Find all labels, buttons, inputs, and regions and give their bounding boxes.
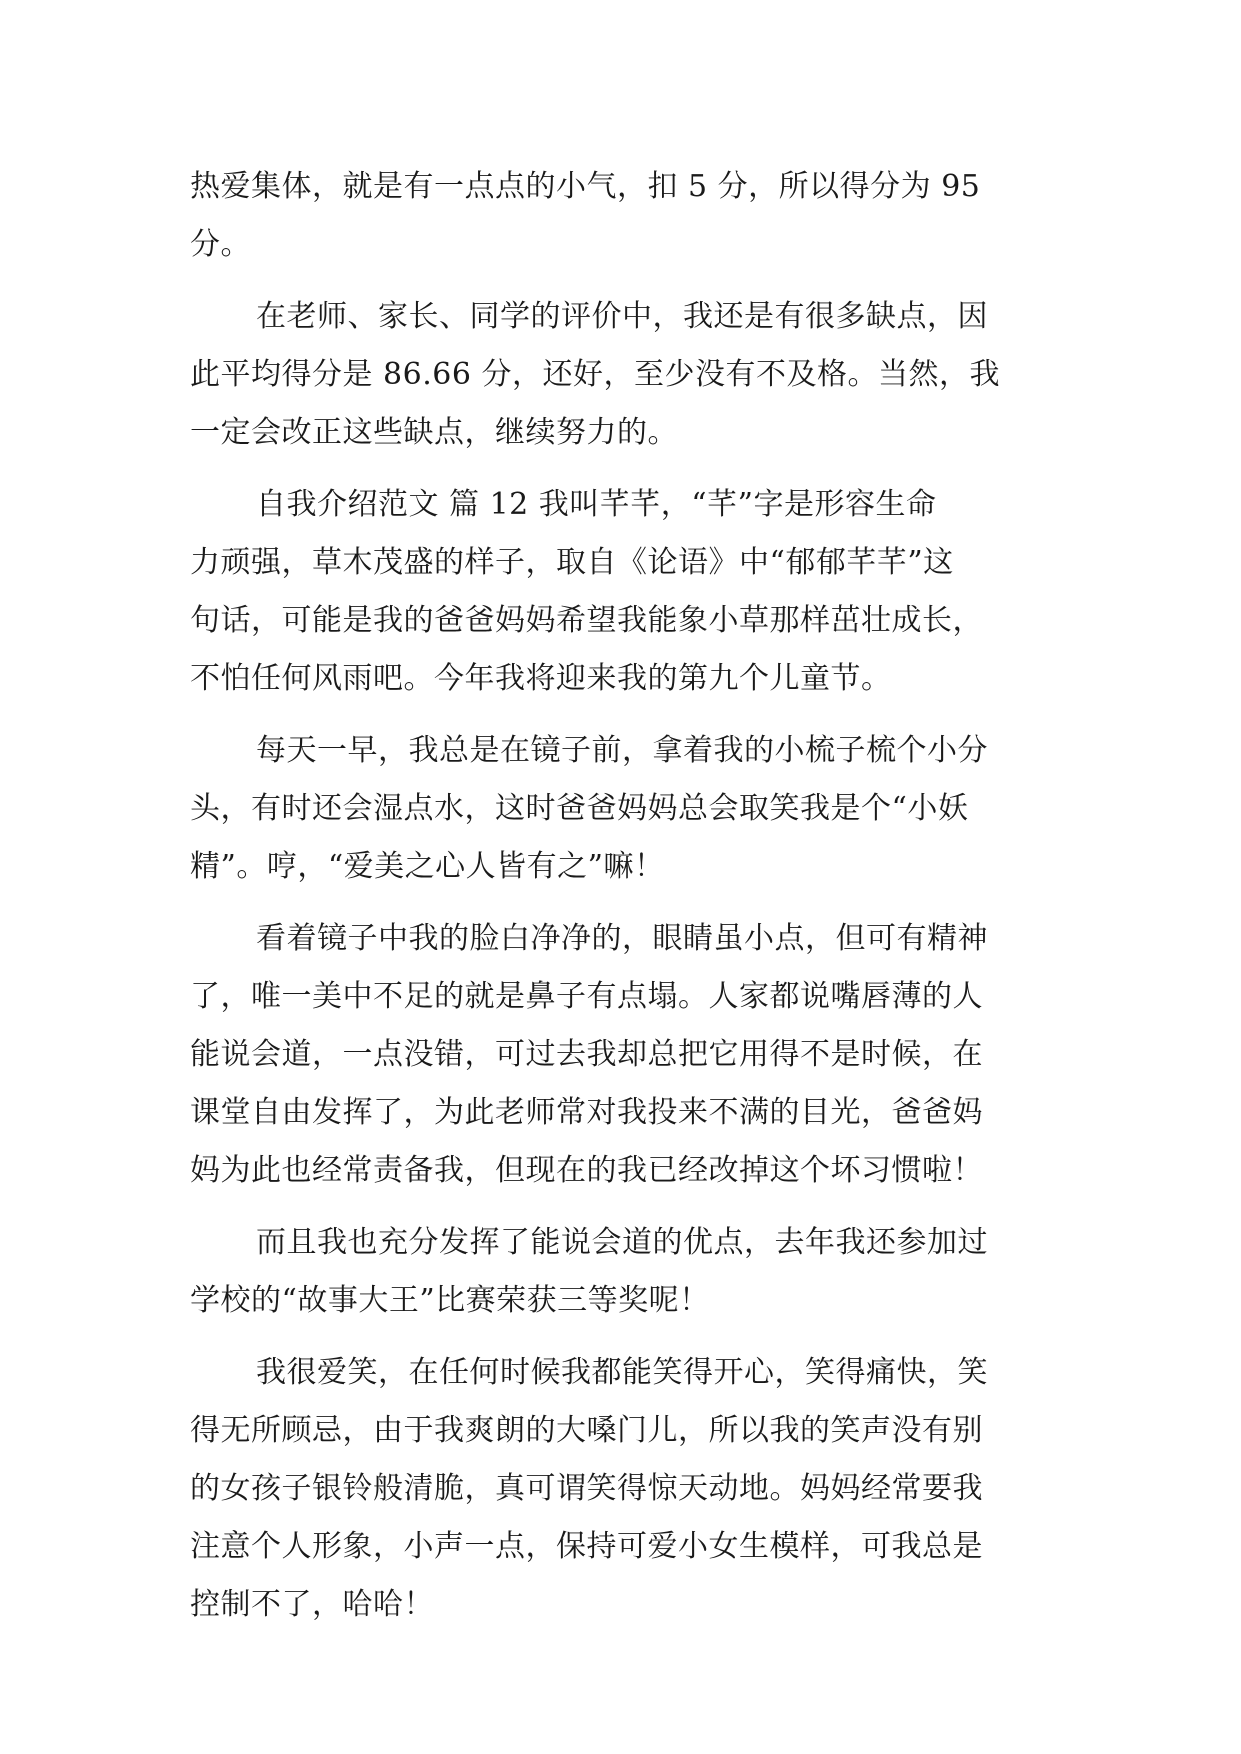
text-line: 注意个人形象，小声一点，保持可爱小女生模样，可我总是 <box>190 1529 983 1564</box>
text-line: 力顽强，草木茂盛的样子，取自《论语》中“郁郁芊芊”这 <box>190 545 954 580</box>
text-line: 的女孩子银铃般清脆，真可谓笑得惊天动地。妈妈经常要我 <box>190 1471 983 1506</box>
text-line: 而且我也充分发挥了能说会道的优点，去年我还参加过 <box>256 1225 988 1260</box>
text-line: 能说会道，一点没错，可过去我却总把它用得不是时候，在 <box>190 1037 983 1072</box>
text-line: 一定会改正这些缺点，继续努力的。 <box>190 415 678 450</box>
text-line: 此平均得分是 86.66 分，还好，至少没有不及格。当然，我 <box>190 357 1000 392</box>
text-line: 控制不了，哈哈！ <box>190 1587 434 1622</box>
text-line: 精”。哼，“爱美之心人皆有之”嘛！ <box>190 849 665 884</box>
paragraph <box>190 288 1052 462</box>
text-line: 课堂自由发挥了，为此老师常对我投来不满的目光，爸爸妈 <box>190 1095 983 1130</box>
text-line: 我很爱笑，在任何时候我都能笑得开心，笑得痛快，笑 <box>256 1355 988 1390</box>
paragraph <box>190 1344 1052 1634</box>
text-line: 分。 <box>190 227 251 262</box>
text-line: 每天一早，我总是在镜子前，拿着我的小梳子梳个小分 <box>256 733 988 768</box>
text-line: 得无所顾忌，由于我爽朗的大嗓门儿，所以我的笑声没有别 <box>190 1413 983 1448</box>
document-body <box>190 158 1052 1634</box>
paragraph <box>190 158 1052 274</box>
text-line: 学校的“故事大王”比赛荣获三等奖呢！ <box>190 1283 710 1318</box>
text-line: 在老师、家长、同学的评价中，我还是有很多缺点，因 <box>256 299 988 334</box>
text-line: 了，唯一美中不足的就是鼻子有点塌。人家都说嘴唇薄的人 <box>190 979 983 1014</box>
text-line: 看着镜子中我的脸白净净的，眼睛虽小点，但可有精神 <box>256 921 988 956</box>
text-line: 热爱集体，就是有一点点的小气，扣 5 分，所以得分为 95 <box>190 169 981 204</box>
text-line: 妈为此也经常责备我，但现在的我已经改掉这个坏习惯啦！ <box>190 1153 983 1188</box>
text-line: 自我介绍范文 篇 12 我叫芊芊，“芊”字是形容生命 <box>256 487 937 522</box>
text-line: 不怕任何风雨吧。今年我将迎来我的第九个儿童节。 <box>190 661 892 696</box>
paragraph <box>190 722 1052 896</box>
paragraph <box>190 910 1052 1200</box>
paragraph <box>190 476 1052 708</box>
paragraph <box>190 1214 1052 1330</box>
text-line: 句话，可能是我的爸爸妈妈希望我能象小草那样茁壮成长， <box>190 603 983 638</box>
text-line: 头，有时还会湿点水，这时爸爸妈妈总会取笑我是个“小妖 <box>190 791 969 826</box>
